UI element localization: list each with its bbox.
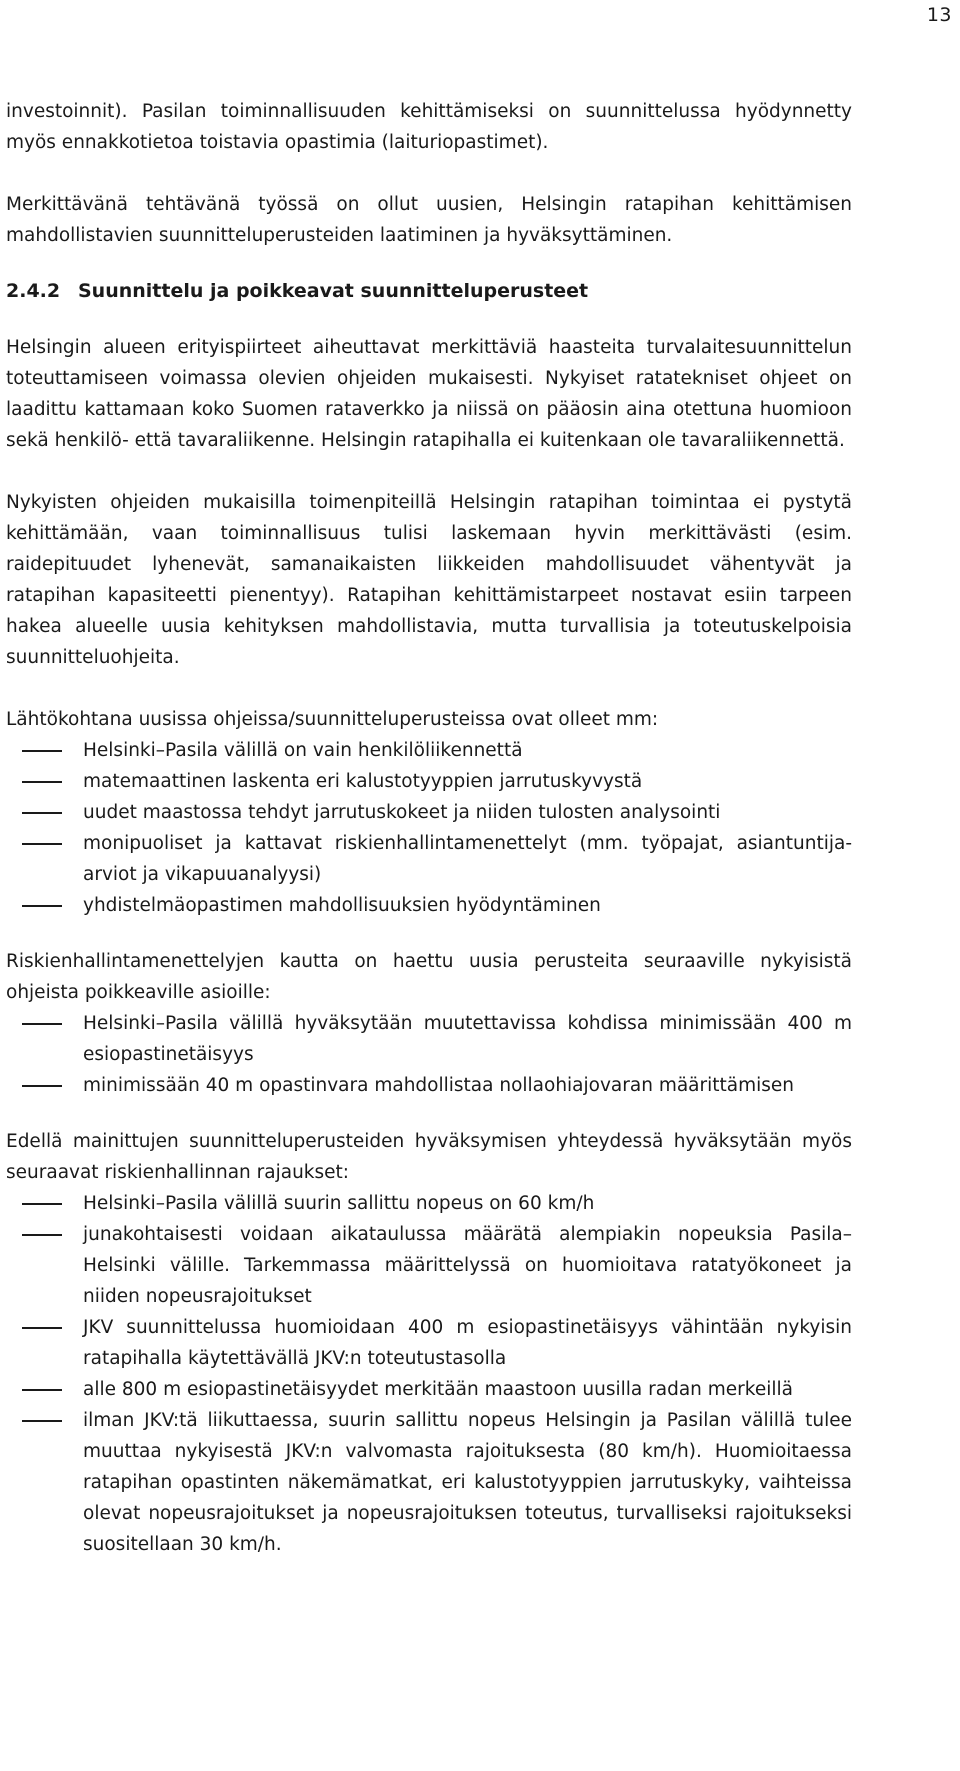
list-item: junakohtaisesti voidaan aikataulussa määrätä alempiakin nopeuksia Pasila–Helsinki välille. Tarkemmassa määrittelyssä on huomioitava ratatyökoneet ja niiden nopeusrajoitukset [6, 1219, 852, 1312]
dash-bullet-icon [22, 750, 62, 752]
paragraph-helsinki-challenges: Helsingin alueen erityispiirteet aiheuttavat merkittäviä haasteita turvalaitesuunnittelun toteuttamiseen voimassa olevien ohjeiden mukaisesti. Nykyiset ratatekniset ohjeet on laadittu kattamaan koko Suomen rataverkko ja niissä on pääosin aina otettuna huomioon sekä henkilö- että tavaraliikenne. Helsingin ratapihalla ei kuitenkaan ole tavaraliikennettä. [6, 337, 852, 451]
list-item: JKV suunnittelussa huomioidaan 400 m esiopastinetäisyys vähintään nykyisin ratapihalla käytettävällä JKV:n toteutustasolla [6, 1312, 852, 1374]
paragraph-intro-continued: investoinnit). Pasilan toiminnallisuuden kehittämiseksi on suunnittelussa hyödynnetty myös ennakkotietoa toistavia opastimia (laituriopastimet). [6, 101, 852, 153]
dash-bullet-icon [22, 1327, 62, 1329]
paragraph-main-task: Merkittävänä tehtävänä työssä on ollut uusien, Helsingin ratapihan kehittämisen mahdollistavien suunnitteluperusteiden laatiminen ja hyväksyttäminen. [6, 194, 852, 246]
dash-bullet-icon [22, 905, 62, 907]
section-number: 2.4.2 [6, 280, 61, 302]
list-item: matemaattinen laskenta eri kalustotyyppien jarrutuskyvystä [6, 766, 852, 797]
dash-bullet-icon [22, 1085, 62, 1087]
dash-bullet-icon [22, 781, 62, 783]
list-lead-risk-limits: Edellä mainittujen suunnitteluperusteiden hyväksymisen yhteydessä hyväksytään myös seuraavat riskienhallinnan rajaukset: [6, 1131, 852, 1183]
dash-bullet-icon [22, 1234, 62, 1236]
list-starting-points [6, 735, 852, 921]
list-item: ilman JKV:tä liikuttaessa, suurin sallittu nopeus Helsingin ja Pasilan välillä tulee muuttaa nykyisestä JKV:n valvomasta rajoituksesta (80 km/h). Huomioitaessa ratapihan opastinten näkemämatkat, eri kalustotyyppien jarrutuskyky, vaihteissa olevat nopeusrajoitukset ja nopeusrajoituksen toteutus, turvalliseksi rajoitukseksi suositellaan 30 km/h. [6, 1405, 852, 1560]
dash-bullet-icon [22, 1389, 62, 1391]
section-heading [6, 276, 852, 307]
dash-bullet-icon [22, 1023, 62, 1025]
list-item: yhdistelmäopastimen mahdollisuuksien hyödyntäminen [6, 890, 852, 921]
list-item: monipuoliset ja kattavat riskienhallintamenettelyt (mm. työpajat, asiantuntija-arviot ja vikapuuanalyysi) [6, 828, 852, 890]
list-lead-starting-points: Lähtökohtana uusissa ohjeissa/suunnitteluperusteissa ovat olleet mm: [6, 709, 659, 730]
list-item: Helsinki–Pasila välillä on vain henkilöliikennettä [6, 735, 852, 766]
dash-bullet-icon [22, 843, 62, 845]
list-deviations [6, 1008, 852, 1101]
dash-bullet-icon [22, 812, 62, 814]
dash-bullet-icon [22, 1420, 62, 1422]
section-title: Suunnittelu ja poikkeavat suunnitteluperusteet [78, 280, 589, 302]
list-item: Helsinki–Pasila välillä suurin sallittu nopeus on 60 km/h [6, 1188, 852, 1219]
list-item: alle 800 m esiopastinetäisyydet merkitään maastoon uusilla radan merkeillä [6, 1374, 852, 1405]
list-item: Helsinki–Pasila välillä hyväksytään muutettavissa kohdissa minimissään 400 m esiopastinetäisyys [6, 1008, 852, 1070]
document-body [6, 96, 852, 1560]
list-item: minimissään 40 m opastinvara mahdollistaa nollaohiajovaran määrittämisen [6, 1070, 852, 1101]
dash-bullet-icon [22, 1203, 62, 1205]
paragraph-current-guidelines: Nykyisten ohjeiden mukaisilla toimenpiteillä Helsingin ratapihan toimintaa ei pystytä kehittämään, vaan toiminnallisuus tulisi laskemaan hyvin merkittävästi (esim. raidepituudet lyhenevät, samanaikaisten liikkeiden mahdollisuudet vähentyvät ja ratapihan kapasiteetti pienentyy). Ratapihan kehittämistarpeet nostavat esiin tarpeen hakea alueelle uusia kehityksen mahdollistavia, mutta turvallisia ja toteutuskelpoisia suunnitteluohjeita. [6, 492, 852, 668]
list-lead-deviations: Riskienhallintamenettelyjen kautta on haettu uusia perusteita seuraaville nykyisistä ohjeista poikkeaville asioille: [6, 951, 852, 1003]
page-number: 13 [926, 4, 952, 26]
list-risk-limits [6, 1188, 852, 1560]
list-item: uudet maastossa tehdyt jarrutuskokeet ja niiden tulosten analysointi [6, 797, 852, 828]
